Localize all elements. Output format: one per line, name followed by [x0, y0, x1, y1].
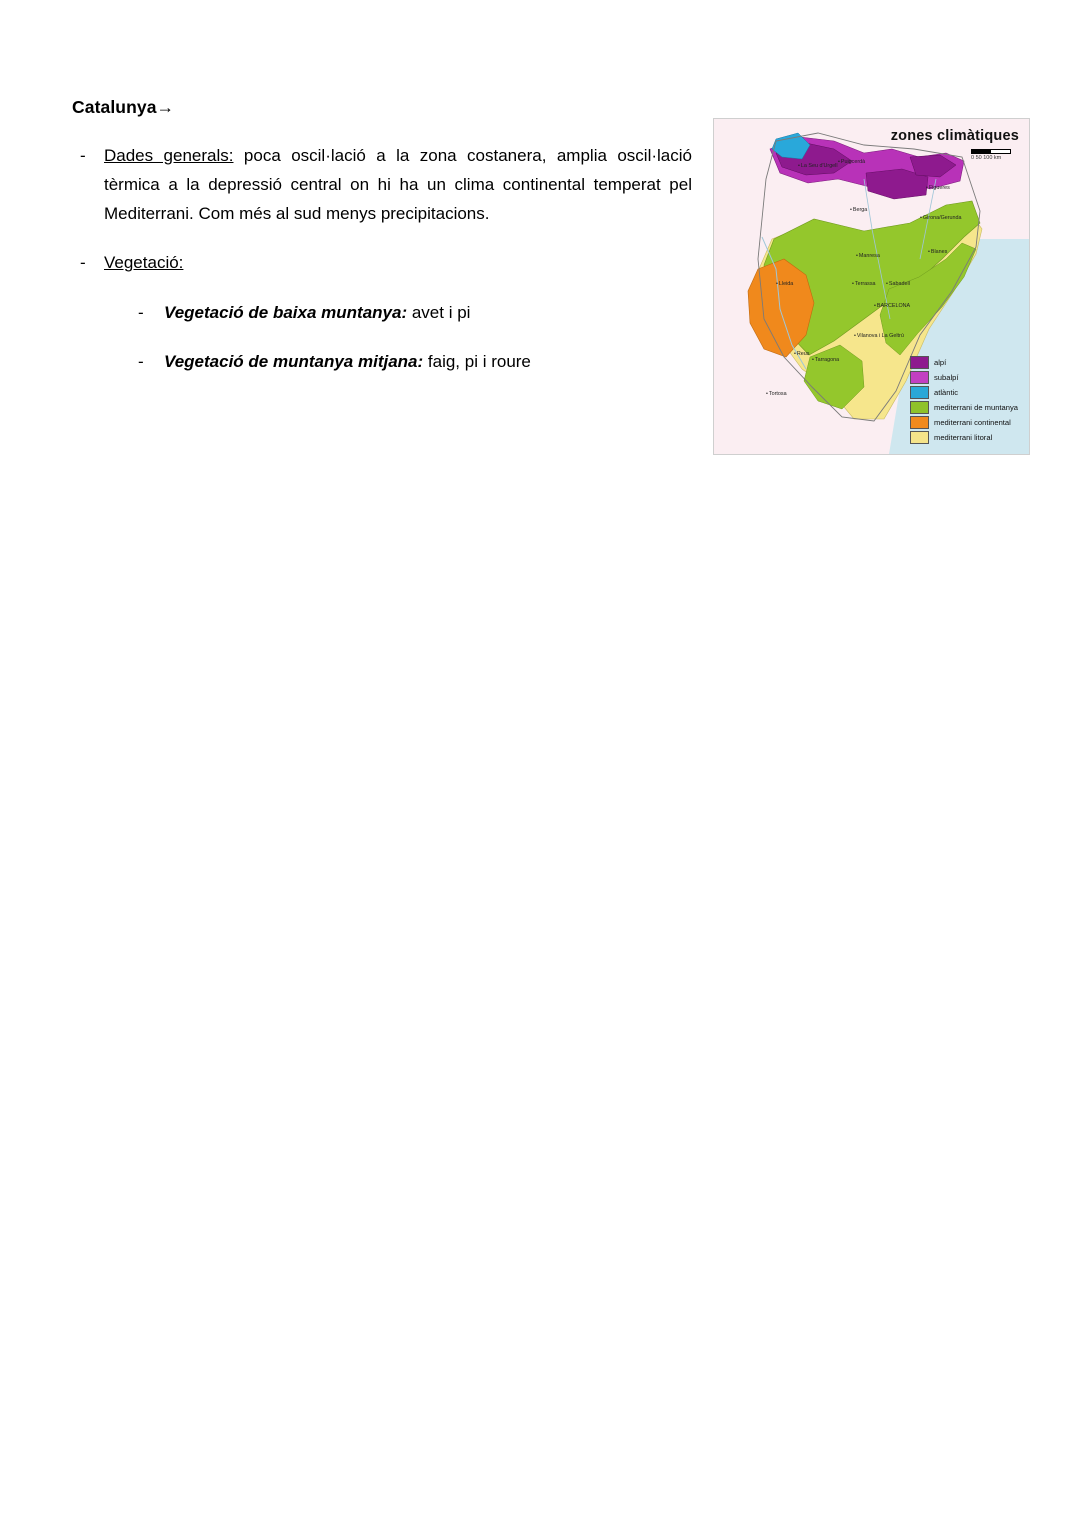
- bullet-rest: poca oscil·lació a la zona costanera, amplia oscil·lació tèrmica a la depressió central on hi ha un clima continental temperat pel Mediterrani. Com més al sud menys precipitacions.: [104, 145, 692, 224]
- bullet-dash: -: [138, 302, 144, 322]
- map-scalebar: [971, 149, 1011, 161]
- map-city-label: • Terrassa: [852, 281, 876, 287]
- bullet-text: [104, 248, 692, 277]
- map-city-label: • Manresa: [856, 253, 880, 259]
- map-city-label: • Reus: [794, 351, 809, 357]
- bullet-rest: avet i pi: [407, 302, 471, 322]
- legend-swatch-mediterrani-muntanya: [910, 401, 929, 414]
- legend-swatch-atlantic: [910, 386, 929, 399]
- bullet-rest: faig, pi i roure: [423, 351, 531, 371]
- legend-item: [910, 416, 1022, 429]
- map-city-label: • Vilanova i La Geltrú: [854, 333, 904, 339]
- legend-swatch-subalpi: [910, 371, 929, 384]
- legend-item: [910, 431, 1022, 444]
- legend-item: [910, 356, 1022, 369]
- map-title: zones climàtiques: [890, 128, 1019, 144]
- map-city-label: • Puigcerdà: [838, 159, 865, 165]
- bullet-lead: Vegetació de baixa muntanya:: [164, 302, 408, 322]
- list-item: [134, 298, 692, 327]
- bullet-dash: -: [138, 351, 144, 371]
- list-item: [134, 347, 692, 376]
- legend-label: atlàntic: [934, 388, 959, 397]
- map-city-label: • Figueres: [926, 185, 950, 191]
- bullet-lead: Vegetació de muntanya mitjana:: [164, 351, 424, 371]
- bullet-dash: -: [80, 253, 86, 273]
- bullet-lead: Vegetació:: [104, 253, 184, 273]
- map-city-label: • BARCELONA: [874, 303, 910, 309]
- legend-label: mediterrani de muntanya: [934, 403, 1018, 412]
- bullet-text: [164, 298, 684, 327]
- legend-item: [910, 401, 1022, 414]
- list-item: [72, 141, 692, 229]
- bullet-text: [104, 141, 692, 229]
- scalebar-bar: [971, 149, 1011, 154]
- map-city-label: • Blanes: [928, 249, 947, 255]
- map-city-label: • Lleida: [776, 281, 793, 287]
- page-title: Catalunya→: [72, 97, 175, 117]
- legend-label: mediterrani litoral: [934, 433, 993, 442]
- legend-label: alpí: [934, 358, 947, 367]
- legend-label: mediterrani continental: [934, 418, 1011, 427]
- map-city-label: • Girona/Gerunda: [920, 215, 962, 221]
- list-item: [72, 248, 692, 277]
- map-city-label: • Sabadell: [886, 281, 910, 287]
- map-city-label: • Tarragona: [812, 357, 839, 363]
- map-legend: [910, 356, 1022, 446]
- legend-item: [910, 386, 1022, 399]
- legend-item: [910, 371, 1022, 384]
- map-city-label: • Berga: [850, 207, 867, 213]
- legend-swatch-mediterrani-litoral: [910, 431, 929, 444]
- map-figure: [713, 118, 1030, 455]
- body-text-column: [72, 141, 692, 376]
- legend-label: subalpí: [934, 373, 959, 382]
- map-city-label: • La Seu d'Urgell: [798, 163, 838, 169]
- bullet-lead: Dades generals:: [104, 145, 234, 165]
- map-city-label: • Tortosa: [766, 391, 787, 397]
- scalebar-label: 0 50 100 km: [971, 155, 1002, 161]
- bullet-text: [164, 347, 684, 376]
- bullet-dash: -: [80, 145, 86, 165]
- legend-swatch-mediterrani-continental: [910, 416, 929, 429]
- legend-swatch-alpi: [910, 356, 929, 369]
